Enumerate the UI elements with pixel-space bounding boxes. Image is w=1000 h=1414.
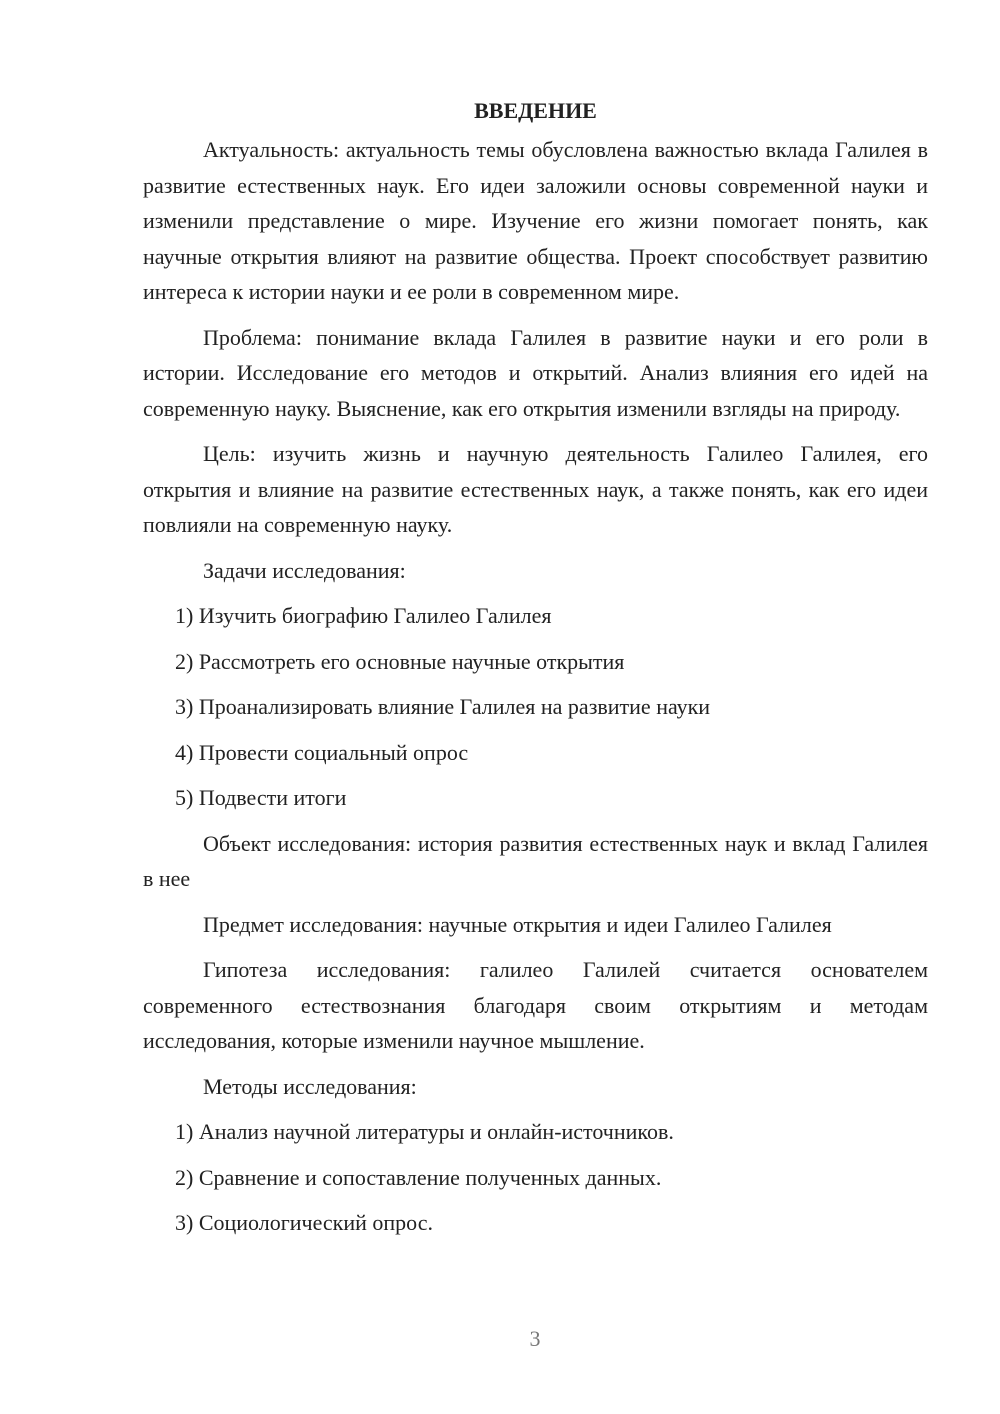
relevance-paragraph: Актуальность: актуальность темы обусловлена важностью вклада Галилея в развитие естественных наук. Его идеи заложили основы современной науки и изменили представление о мире. Изучение его жизни помогает понять, как научные открытия влияют на развитие общества. Проект способствует развитию интереса к истории науки и ее роли в современном мире. (143, 137, 928, 304)
task-item-5: 5) Подвести итоги (175, 785, 347, 810)
method-item-2: 2) Сравнение и сопоставление полученных данных. (175, 1164, 662, 1190)
task-item-2: 2) Рассмотреть его основные научные открытия (175, 648, 625, 674)
method-item-1: 1) Анализ научной литературы и онлайн-источников. (175, 1119, 674, 1144)
object-paragraph: Объект исследования: история развития естественных наук и вклад Галилея в нее (143, 830, 928, 891)
task-item-4: 4) Провести социальный опрос (175, 739, 469, 765)
tasks-list (143, 598, 928, 816)
task-item-3: 3) Проанализировать влияние Галилея на развитие науки (175, 694, 711, 719)
method-item-3: 3) Социологический опрос. (175, 1210, 433, 1235)
problem-paragraph: Проблема: понимание вклада Галилея в развитие науки и его роли в истории. Исследование его методов и открытий. Анализ влияния его идей на современную науку. Выяснение, как его открытия изменили взгляды на природу. (143, 324, 928, 421)
goal-paragraph: Цель: изучить жизнь и научную деятельность Галилео Галилея, его открытия и влияние на развитие естественных наук, а также понять, как его идеи повлияли на современную науку. (143, 441, 928, 537)
methods-heading: Методы исследования: (203, 1073, 417, 1099)
document-page (143, 96, 928, 1251)
methods-list (143, 1114, 928, 1241)
subject-paragraph: Предмет исследования: научные открытия и идеи Галилео Галилея (203, 911, 832, 937)
section-title: ВВЕДЕНИЕ (474, 98, 597, 123)
task-item-1: 1) Изучить биографию Галилео Галилея (175, 603, 552, 628)
hypothesis-paragraph: Гипотеза исследования: галилео Галилей считается основателем современного естествознания благодаря своим открытиям и методам исследования, которые изменили научное мышление. (143, 957, 928, 1053)
page-number: 3 (529, 1326, 541, 1351)
tasks-heading: Задачи исследования: (203, 557, 406, 583)
